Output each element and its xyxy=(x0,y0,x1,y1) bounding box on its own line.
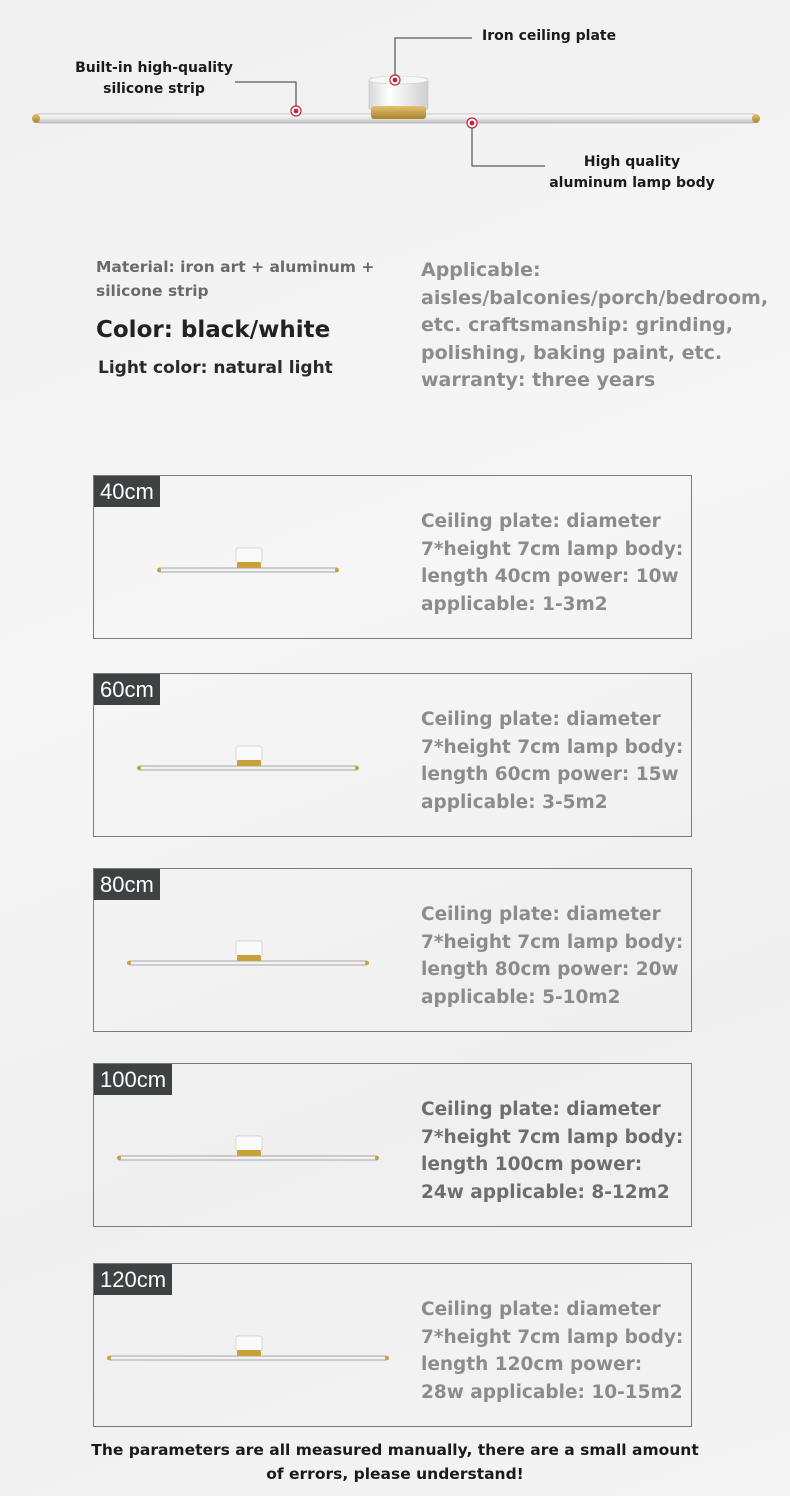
size-card-120cm xyxy=(93,1263,692,1427)
lamp-rod-end-cap xyxy=(127,961,131,965)
size-card-40cm xyxy=(93,475,692,639)
material-text xyxy=(96,255,406,303)
callout-ceiling-plate xyxy=(482,26,616,47)
size-tag: 100cm xyxy=(94,1064,172,1095)
material-line1: Material: iron art + aluminum + xyxy=(96,258,375,276)
size-card-100cm xyxy=(93,1063,692,1227)
spec-right-line: warranty: three years xyxy=(421,369,656,391)
size-desc-line: Ceiling plate: diameter xyxy=(421,511,661,532)
size-description xyxy=(421,706,689,816)
size-desc-line: 7*height 7cm lamp body: xyxy=(421,1126,684,1148)
size-desc-line: Ceiling plate: diameter xyxy=(421,1099,661,1120)
lamp-gold-ring xyxy=(237,1150,261,1156)
color-text: Color: black/white xyxy=(96,317,331,343)
spec-left-column xyxy=(96,255,406,378)
lamp-rod xyxy=(108,1356,388,1360)
lamp-ceiling-plate xyxy=(236,941,262,956)
lamp-thumbnail xyxy=(94,674,414,836)
callout-strip-line1: Built-in high-quality xyxy=(75,60,233,76)
size-desc-line: applicable: 1-3m2 xyxy=(421,593,608,615)
callout-ceiling-text: Iron ceiling plate xyxy=(482,28,617,44)
lamp-rod-end-cap xyxy=(117,1156,121,1160)
size-desc-line: length 80cm power: 20w xyxy=(421,959,679,980)
size-card-60cm xyxy=(93,673,692,837)
size-desc-line: 7*height 7cm lamp body: xyxy=(421,538,684,560)
lamp-ceiling-plate xyxy=(236,746,262,761)
hero-lamp-illustration xyxy=(0,0,790,230)
size-tag: 80cm xyxy=(94,869,160,900)
size-desc-line: Ceiling plate: diameter xyxy=(421,1299,661,1320)
spec-right-line: Applicable: xyxy=(421,259,541,281)
lamp-thumbnail xyxy=(94,1064,414,1226)
size-tag: 40cm xyxy=(94,476,160,507)
lamp-gold-ring xyxy=(237,562,261,568)
hero-diagram xyxy=(0,0,790,230)
lamp-rod-end-cap xyxy=(375,1156,379,1160)
callout-body-line1: High quality xyxy=(583,154,681,170)
lamp-gold-ring xyxy=(237,1350,261,1356)
lamp-thumbnail xyxy=(94,869,414,1031)
lamp-rod xyxy=(138,766,358,770)
size-desc-line: 24w applicable: 8-12m2 xyxy=(421,1181,670,1203)
size-desc-line: length 40cm power: 10w xyxy=(421,566,679,587)
callout-strip-line2: silicone strip xyxy=(103,81,205,97)
size-desc-line: applicable: 3-5m2 xyxy=(421,791,608,813)
spec-right-line: polishing, baking paint, etc. xyxy=(421,341,723,364)
size-desc-line: 28w applicable: 10-15m2 xyxy=(421,1381,683,1403)
callout-silicone-strip xyxy=(72,58,236,100)
lamp-rod-end-cap xyxy=(107,1356,111,1360)
lamp-rod-end-cap xyxy=(335,568,339,572)
spec-right-line: aisles/balconies/porch/bedroom, xyxy=(421,286,769,309)
size-desc-line: Ceiling plate: diameter xyxy=(421,709,661,730)
size-desc-line: Ceiling plate: diameter xyxy=(421,904,661,925)
marker-lamp-body xyxy=(467,118,477,128)
marker-silicone-strip xyxy=(291,106,301,116)
size-desc-line: applicable: 5-10m2 xyxy=(421,986,621,1008)
callout-lamp-body xyxy=(546,152,718,194)
size-desc-line: length 60cm power: 15w xyxy=(421,764,679,785)
material-line2: silicone strip xyxy=(96,282,209,300)
lamp-rod-end-cap xyxy=(355,766,359,770)
lamp-rod xyxy=(118,1156,378,1160)
footer-line2: of errors, please understand! xyxy=(266,1465,524,1483)
lamp-rod xyxy=(158,568,338,572)
lamp-rod-end-cap xyxy=(157,568,161,572)
disclaimer-footer xyxy=(0,1438,790,1486)
spec-right-column xyxy=(421,257,786,395)
lamp-thumbnail xyxy=(94,1264,414,1426)
size-description xyxy=(421,1296,689,1406)
callout-body-line2: aluminum lamp body xyxy=(549,175,715,191)
size-tag: 60cm xyxy=(94,674,160,705)
spec-right-line: etc. craftsmanship: grinding, xyxy=(421,314,733,336)
size-desc-line: 7*height 7cm lamp body: xyxy=(421,1326,684,1348)
marker-ceiling-plate xyxy=(390,75,400,85)
size-tag: 120cm xyxy=(94,1264,172,1295)
footer-line1: The parameters are all measured manually, there are a small amount xyxy=(91,1441,699,1459)
lamp-rod-end-cap xyxy=(137,766,141,770)
size-description xyxy=(421,901,689,1011)
light-color-text: Light color: natural light xyxy=(98,358,333,378)
lamp-rod xyxy=(128,961,368,965)
size-description xyxy=(421,508,689,618)
lamp-gold-ring xyxy=(237,955,261,961)
lamp-thumbnail xyxy=(94,476,414,638)
lamp-gold-ring xyxy=(237,760,261,766)
size-desc-line: 7*height 7cm lamp body: xyxy=(421,931,684,953)
size-description xyxy=(421,1096,689,1206)
lamp-rod-end-cap xyxy=(385,1356,389,1360)
lamp-ceiling-plate xyxy=(236,1136,262,1151)
size-desc-line: length 100cm power: xyxy=(421,1154,643,1175)
size-desc-line: length 120cm power: xyxy=(421,1354,643,1375)
size-card-80cm xyxy=(93,868,692,1032)
lamp-ceiling-plate xyxy=(236,1336,262,1351)
lamp-rod-end-cap xyxy=(365,961,369,965)
size-desc-line: 7*height 7cm lamp body: xyxy=(421,736,684,758)
lamp-ceiling-plate xyxy=(236,548,262,563)
